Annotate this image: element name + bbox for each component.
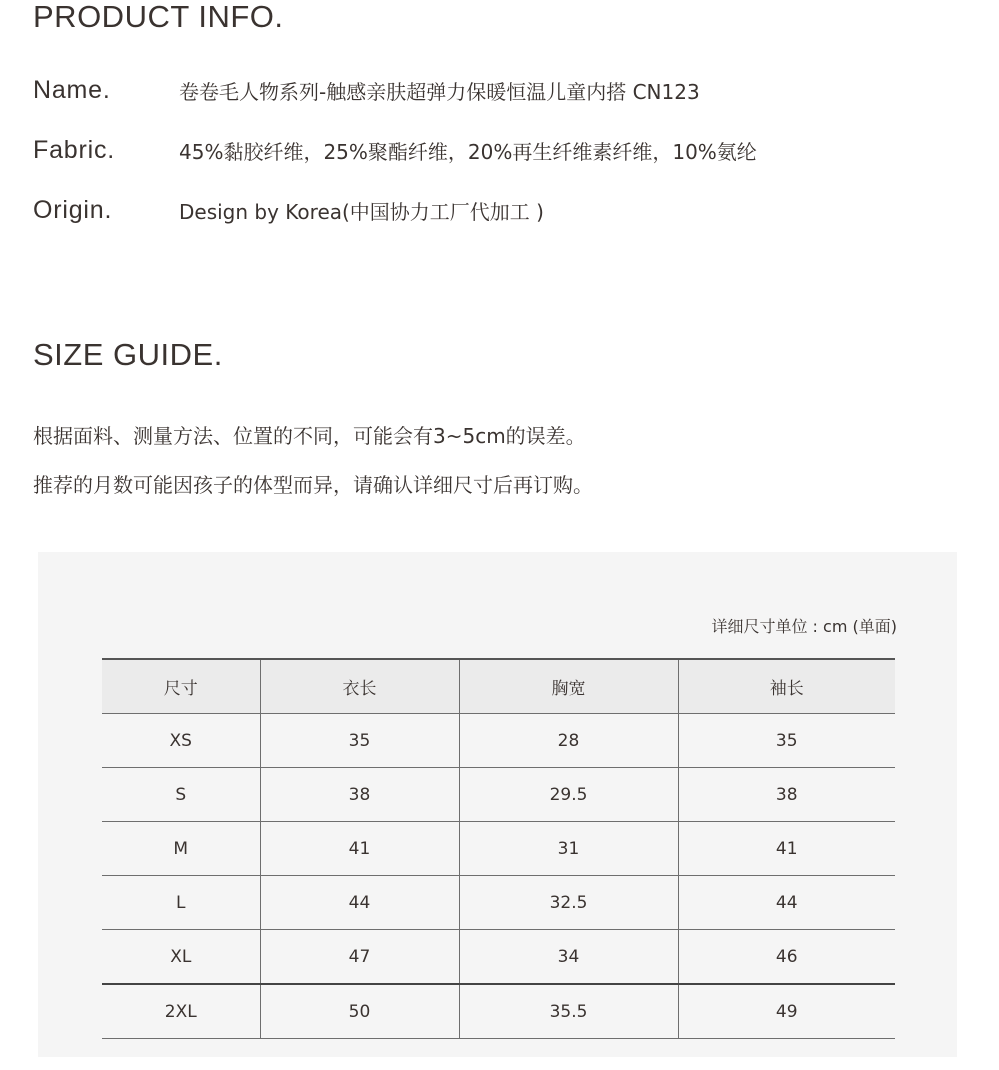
header-size: 尺寸 <box>102 659 260 714</box>
length-cell: 35 <box>260 714 459 768</box>
size-note-recommendation: 推荐的月数可能因孩子的体型而异，请确认详细尺寸后再订购。 <box>33 473 593 497</box>
size-cell: S <box>102 768 260 822</box>
sleeve-cell: 49 <box>678 984 895 1039</box>
length-cell: 41 <box>260 822 459 876</box>
header-length: 衣长 <box>260 659 459 714</box>
fabric-label: Fabric. <box>33 135 116 164</box>
length-cell: 44 <box>260 876 459 930</box>
origin-value: Design by Korea(中国协力工厂代加工 ) <box>179 199 544 224</box>
sleeve-cell: 38 <box>678 768 895 822</box>
size-cell: L <box>102 876 260 930</box>
length-cell: 38 <box>260 768 459 822</box>
size-cell: XL <box>102 930 260 985</box>
sleeve-cell: 35 <box>678 714 895 768</box>
sleeve-cell: 46 <box>678 930 895 985</box>
product-name-row <box>33 73 700 107</box>
fabric-value: 45%黏胶纤维，25%聚酯纤维，20%再生纤维素纤维，10%氨纶 <box>179 139 757 164</box>
unit-note: 详细尺寸单位 : cm (单面) <box>711 617 897 636</box>
size-chart-panel <box>38 552 957 1057</box>
sleeve-cell: 41 <box>678 822 895 876</box>
product-info-title: PRODUCT INFO. <box>33 0 284 34</box>
header-chest: 胸宽 <box>459 659 678 714</box>
size-cell: 2XL <box>102 984 260 1039</box>
size-table <box>102 658 895 1039</box>
chest-cell: 32.5 <box>459 876 678 930</box>
table-row <box>102 768 895 822</box>
chest-cell: 28 <box>459 714 678 768</box>
length-cell: 47 <box>260 930 459 985</box>
table-row <box>102 714 895 768</box>
size-table-header-row <box>102 659 895 714</box>
header-sleeve: 袖长 <box>678 659 895 714</box>
chest-cell: 34 <box>459 930 678 985</box>
size-guide-title: SIZE GUIDE. <box>33 337 223 372</box>
size-cell: XS <box>102 714 260 768</box>
chest-cell: 35.5 <box>459 984 678 1039</box>
size-note-measurement-error: 根据面料、测量方法、位置的不同，可能会有3~5cm的误差。 <box>33 424 586 448</box>
size-cell: M <box>102 822 260 876</box>
product-name-label: Name. <box>33 75 111 104</box>
product-name-value: 卷卷毛人物系列-触感亲肤超弹力保暖恒温儿童内搭 CN123 <box>179 79 700 104</box>
table-row <box>102 822 895 876</box>
fabric-row <box>33 133 757 167</box>
sleeve-cell: 44 <box>678 876 895 930</box>
table-row <box>102 876 895 930</box>
chest-cell: 31 <box>459 822 678 876</box>
chest-cell: 29.5 <box>459 768 678 822</box>
origin-row <box>33 193 544 227</box>
origin-label: Origin. <box>33 195 113 224</box>
table-row <box>102 984 895 1039</box>
length-cell: 50 <box>260 984 459 1039</box>
table-row <box>102 930 895 985</box>
